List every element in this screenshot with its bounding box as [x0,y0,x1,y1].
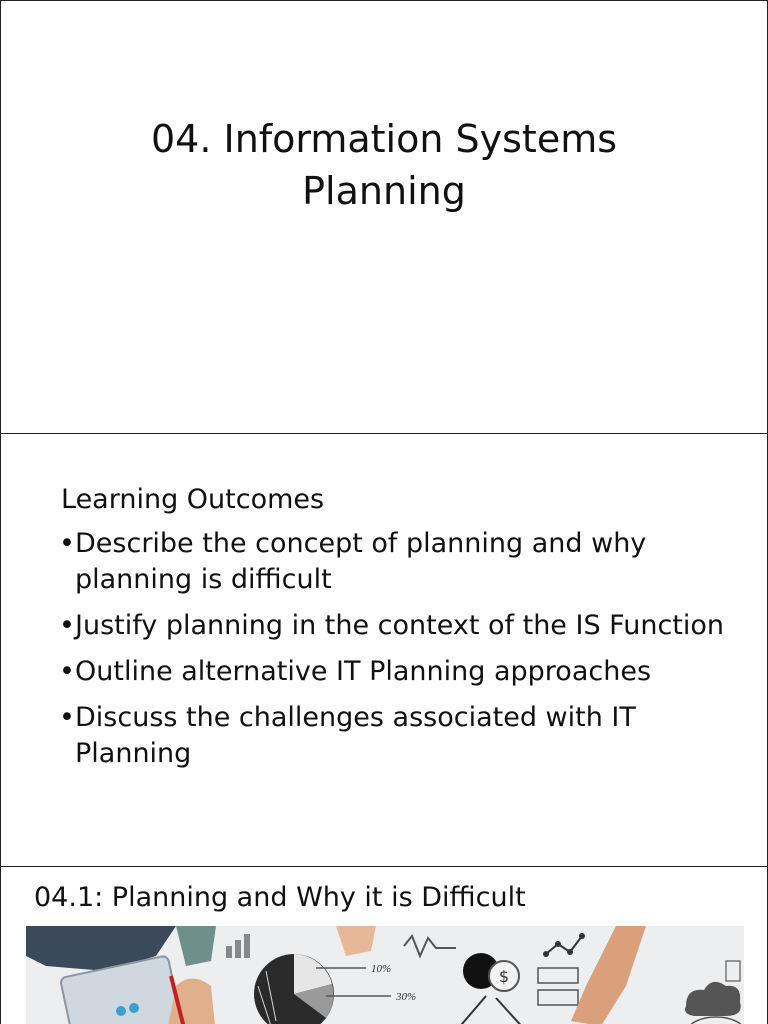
list-item-text: Discuss the challenges associated with IT Planning [75,702,636,769]
learning-outcomes-list [59,526,749,782]
list-item-text: Describe the concept of planning and why planning is difficult [75,528,647,595]
slide-learning-outcomes [0,433,768,867]
list-item [59,608,749,644]
photo-illustration [26,926,744,1024]
list-item [59,654,749,690]
list-item-text: Outline alternative IT Planning approaches [75,656,652,687]
section-title: 04.1: Planning and Why it is Difficult [34,882,526,913]
bullet-icon: • [59,702,75,733]
list-item [59,700,749,772]
bullet-icon: • [59,528,75,559]
title-line-1: 04. Information Systems [150,117,618,161]
list-item [59,526,749,598]
photo-label-30: 30% [396,991,417,1003]
slide-planning-difficult [0,866,768,1024]
photo-label-10: 10% [371,963,392,975]
list-item-text: Justify planning in the context of the IS Function [75,610,725,641]
title-line-2: Planning [302,169,466,213]
slide-title [0,0,768,434]
business-desk-photo [26,926,744,1024]
bullet-icon: • [59,656,75,687]
svg-text:$: $ [498,967,510,986]
learning-outcomes-heading: Learning Outcomes [61,484,325,515]
slide-title-text [1,113,767,217]
bullet-icon: • [59,610,75,641]
